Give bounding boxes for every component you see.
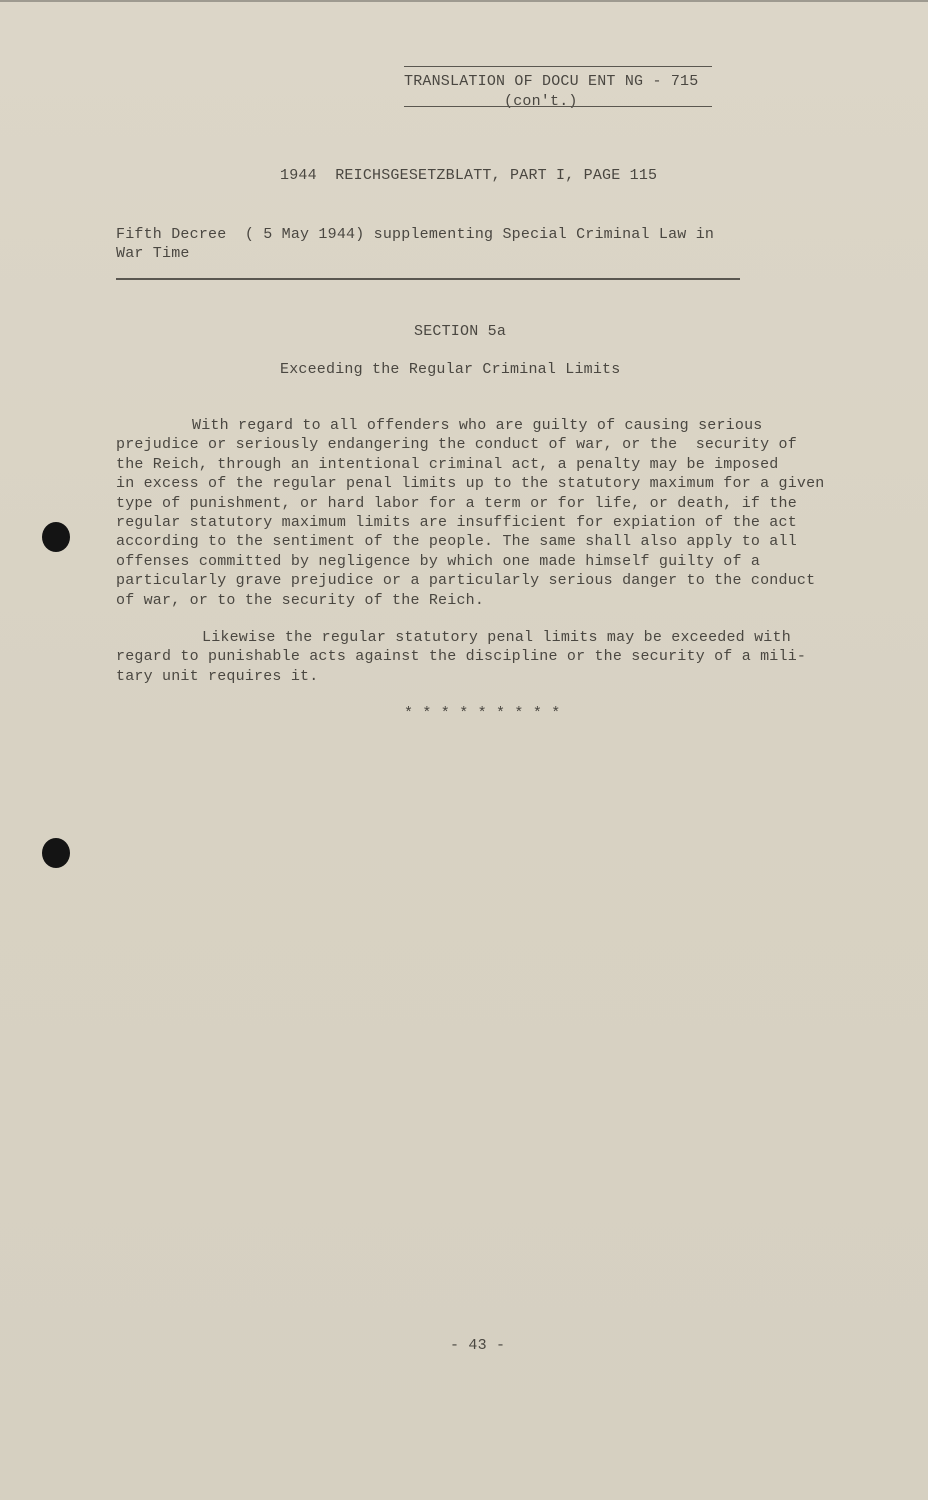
- paragraph-line: tary unit requires it.: [116, 667, 319, 685]
- paragraph-line: of war, or to the security of the Reich.: [116, 591, 485, 609]
- section-separator: * * * * * * * * *: [404, 705, 561, 722]
- paragraph-line: Likewise the regular statutory penal limits may be exceeded with: [202, 629, 791, 646]
- paragraph-line: according to the sentiment of the people. The same shall also apply to all: [116, 533, 797, 551]
- section-number: SECTION 5a: [414, 323, 507, 340]
- punch-hole: [42, 838, 70, 868]
- horizontal-rule: [116, 278, 740, 280]
- paragraph-line: the Reich, through an intentional criminal act, a penalty may be imposed: [116, 455, 779, 473]
- paragraph-line: type of punishment, or hard labor for a term or for life, or death, if the: [116, 494, 797, 512]
- header-overline: [404, 66, 712, 67]
- paragraph-line: prejudice or seriously endangering the conduct of war, or the security of: [116, 436, 797, 454]
- document-header-continued: (con't.): [504, 93, 578, 110]
- section-title: Exceeding the Regular Criminal Limits: [280, 361, 621, 378]
- punch-hole: [42, 522, 70, 552]
- decree-title-line-2: War Time: [116, 245, 190, 262]
- paragraph-line: regard to punishable acts against the discipline or the security of a mili-: [116, 648, 807, 666]
- header-underline: [404, 106, 712, 107]
- paragraph-line: With regard to all offenders who are guilty of causing serious: [192, 417, 763, 434]
- decree-title-line-1: Fifth Decree ( 5 May 1944) supplementing Special Criminal Law in: [116, 226, 715, 243]
- paragraph-line: offenses committed by negligence by which one made himself guilty of a: [116, 552, 761, 570]
- gazette-heading: 1944 REICHSGESETZBLATT, PART I, PAGE 115: [280, 167, 658, 184]
- paragraph-line: regular statutory maximum limits are insufficient for expiation of the act: [116, 514, 797, 531]
- document-header-title: TRANSLATION OF DOCU ENT NG - 715: [404, 73, 699, 90]
- paragraph-line: particularly grave prejudice or a particularly serious danger to the conduct: [116, 572, 816, 590]
- page-number: - 43 -: [450, 1337, 506, 1354]
- page-edge: [0, 0, 928, 2]
- paragraph-line: in excess of the regular penal limits up to the statutory maximum for a given: [116, 475, 825, 493]
